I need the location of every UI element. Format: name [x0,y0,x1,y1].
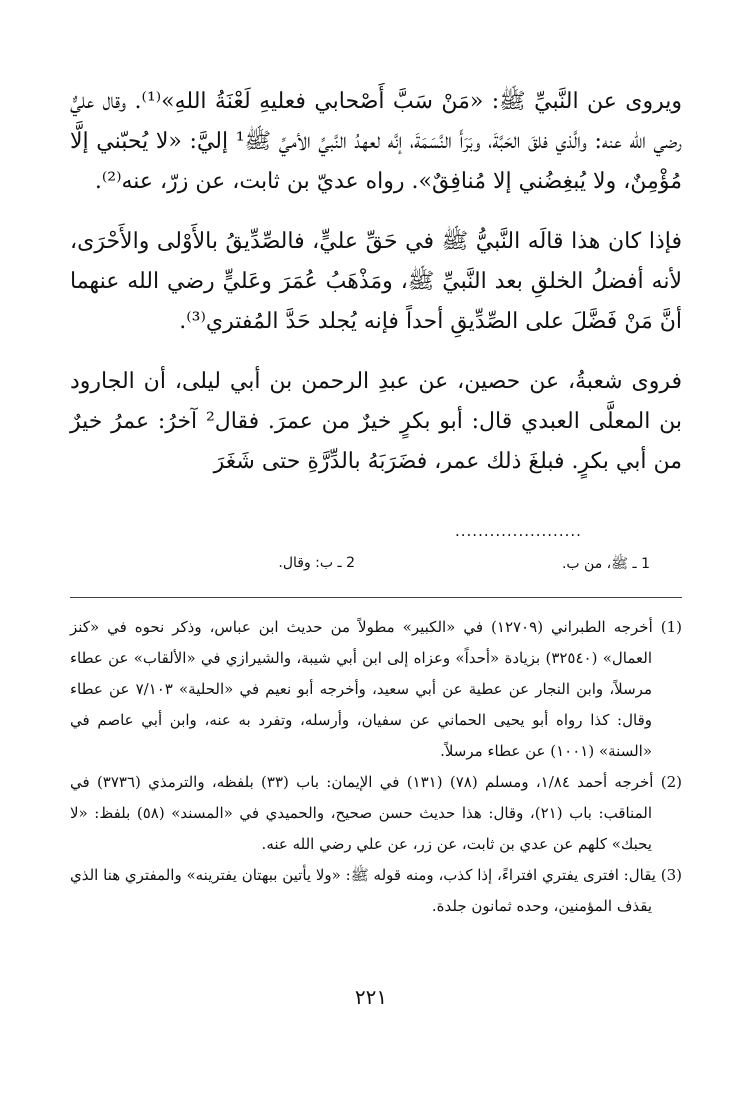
variant-note-1: 1 ـ ﷺ، من ب. [561,556,650,572]
paragraph-1: ويروى عن النَّبيِّ ﷺ: «مَنْ سَبَّ أَصْحابي فعليهِ لَعْنَةُ اللهِ»⁽¹⁾. وقال عليٌّ رضي الله عنه: والَّذي فلقَ الحَبَّةَ، وبَرَأَ النَّسَمَةَ، إنَّه لعهدُ النَّبيِّ الأميِّ ﷺ¹ إليَّ: «لا يُحبّني إلَّا مُؤْمِنٌ، ولا يُبغِضُني إلا مُنافِقٌ». رواه عديّ بن ثابت، عن زرّ، عنه⁽²⁾. [70,89,682,194]
main-text [70,82,682,482]
footnote-3: (3) يقال: افترى يفتري افتراءً، إذا كذب، ومنه قوله ﷺ: «ولا يأتين ببهتان يفترينه» والمفتري هنا الذي يقذف المؤمنين، وحده ثمانون جلدة. [70,866,682,915]
footnote-1: (1) أخرجه الطبراني (١٢٧٠٩) في «الكبير» مطولاً من حديث ابن عباس، وذكر نحوه في «كنز العمال» (٣٢٥٤٠) بزيادة «أحداً» وعزاه إلى ابن أبي شيبة، والشيرازي في «الألقاب» عن عطاء مرسلاً، وابن النجار عن عطية عن أبي سعيد، وأخرجه أبو نعيم في «الحلية» ٧/١٠٣ عن عطاء وقال: كذا رواه أبو يحيى الحماني عن سفيان، وأرسله، وتفرد به عنه، وابن أبي عاصم في «السنة» (١٠٠١) عن عطاء مرسلاً. [70,618,683,760]
variant-note-2: 2 ـ ب: وقال. [278,555,355,571]
footnote-2: (2) أخرجه أحمد ١/٨٤، ومسلم (٧٨) (١٣١) في الإيمان: باب (٣٣) بلفظه، والترمذي (٣٧٣٦) في المناقب: باب (٢١)، وقال: هذا حديث حسن صحيح، والحميدي في «المسند» (٥٨) بلفظ: «لا يحبك» كلهم عن عدي بن ثابت، عن زر، عن علي رضي الله عنه. [70,773,682,853]
manuscript-variants [90,555,650,579]
continuation-dots: ...................... [455,522,582,540]
footnote-divider [70,597,682,598]
paragraph-2: فإذا كان هذا قالَه النَّبيُّ ﷺ في حَقِّ عليٍّ، فالصِّدِّيقُ بالأَوْلى والأَحْرَى، لأنه أفضلُ الخلقِ بعد النَّبيِّ ﷺ، ومَذْهَبُ عُمَرَ وعَليٍّ رضي الله عنهما أنَّ مَنْ فَضَّلَ على الصِّدِّيقِ أحداً فإنه يُجلد حَدَّ المُفتري⁽³⁾. [70,229,682,334]
footnotes [70,612,682,922]
paragraph-3: فروى شعبةُ، عن حصين، عن عبدِ الرحمن بن أبي ليلى، أن الجارود بن المعلَّى العبدي قال: أبو بكرٍ خيرٌ من عمرَ. فقال² آخرُ: عمرُ خيرٌ من أبي بكرٍ. فبلغَ ذلك عمر، فضَرَبَهُ بالدِّرَّةِ حتى شَغَرَ [70,369,682,474]
page-number: ٢٢١ [354,985,388,1009]
